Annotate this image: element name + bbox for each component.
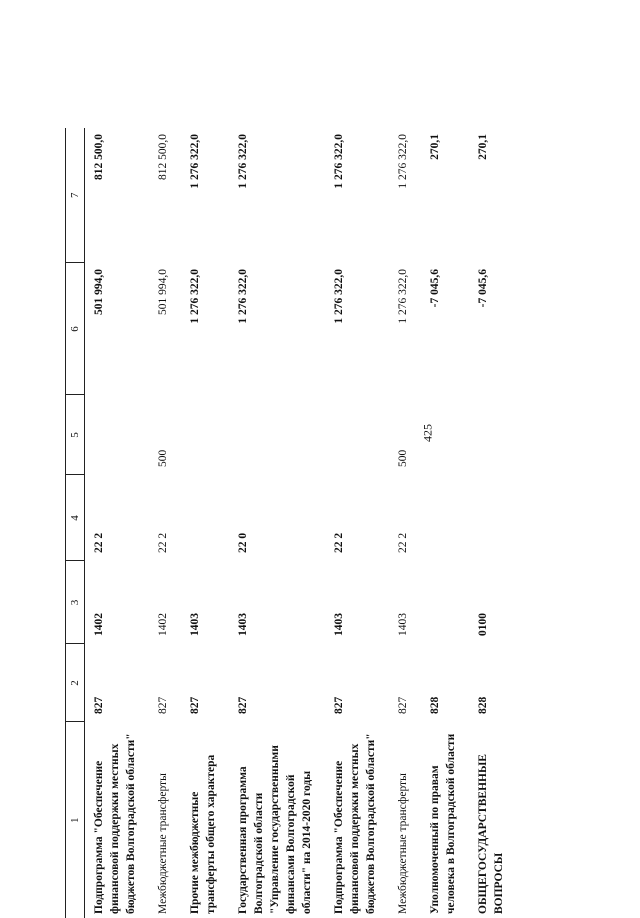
row-code-2: 827: [237, 696, 249, 714]
row-code-5: [181, 395, 229, 475]
row-code-2: 827: [189, 696, 201, 714]
row-value-7: 1 276 322,0: [237, 134, 249, 189]
row-value-7: 270,1: [429, 134, 441, 160]
row-code-3: 1402: [93, 613, 105, 636]
row-code-5: [85, 395, 150, 475]
row-code-3: 1403: [397, 613, 409, 636]
row-code-5: [421, 395, 469, 475]
row-value-7: 1 276 322,0: [397, 134, 409, 189]
row-code-5: [229, 395, 325, 475]
row-name: ОБЩЕГОСУДАРСТВЕННЫЕ ВОПРОСЫ: [477, 754, 505, 914]
table-row: [149, 128, 181, 918]
row-code-2: 828: [477, 696, 489, 714]
row-value-6: 1 276 322,0: [237, 269, 249, 324]
row-name: Прочие межбюджетные трансферты общего характера: [189, 754, 217, 914]
row-code-3: 0100: [477, 613, 489, 636]
row-code-4: [469, 475, 517, 561]
header-col-4: 4: [66, 475, 85, 561]
row-code-4: 22 2: [333, 532, 345, 553]
header-col-1: 1: [69, 817, 81, 823]
row-name: Подпрограмма "Обеспечение финансовой поддержки местных бюджетов Волгоградской области": [333, 733, 377, 914]
row-code-3: 1403: [237, 613, 249, 636]
table-row: [469, 128, 517, 918]
row-code-3: 1403: [189, 613, 201, 636]
header-col-3: 3: [66, 561, 85, 644]
table-row: [181, 128, 229, 918]
table-header-row: [66, 128, 85, 918]
row-code-4: 22 2: [93, 532, 105, 553]
row-code-4: 22 2: [397, 532, 409, 553]
row-code-5: 500: [397, 449, 409, 467]
header-col-6: 6: [66, 263, 85, 395]
row-code-3: [421, 561, 469, 644]
rotated-budget-table: [65, 128, 505, 918]
row-name: Межбюджетные трансферты: [397, 773, 409, 914]
row-name: Уполномоченный по правам человека в Волгоградской области: [429, 733, 457, 914]
row-value-6: 1 276 322,0: [397, 269, 409, 324]
row-code-5: [469, 395, 517, 475]
budget-table: [65, 128, 517, 918]
row-code-5: 500: [157, 449, 169, 467]
header-col-5: 5: [66, 395, 85, 475]
row-value-6: -7 045,6: [429, 269, 441, 308]
page-number: 425: [420, 424, 435, 442]
table-row: [85, 128, 150, 918]
table-row: [229, 128, 325, 918]
row-value-6: -7 045,6: [477, 269, 489, 308]
row-code-2: 827: [157, 696, 169, 714]
row-code-2: 827: [333, 696, 345, 714]
row-value-6: 501 994,0: [93, 269, 105, 315]
row-code-3: 1402: [157, 613, 169, 636]
row-value-7: 1 276 322,0: [333, 134, 345, 189]
row-code-2: 827: [93, 696, 105, 714]
row-value-6: 1 276 322,0: [333, 269, 345, 324]
table-row: [421, 128, 469, 918]
row-code-4: [181, 475, 229, 561]
row-code-3: 1403: [333, 613, 345, 636]
row-code-2: 828: [429, 696, 441, 714]
row-code-4: [421, 475, 469, 561]
table-row: [389, 128, 421, 918]
row-name: Подпрограмма "Обеспечение финансовой поддержки местных бюджетов Волгоградской области": [93, 733, 137, 914]
row-code-5: [325, 395, 389, 475]
row-value-7: 270,1: [477, 134, 489, 160]
row-value-7: 1 276 322,0: [189, 134, 201, 189]
row-code-2: 827: [397, 696, 409, 714]
row-name: Межбюджетные трансферты: [157, 773, 169, 914]
row-value-6: 1 276 322,0: [189, 269, 201, 324]
row-code-4: 22 2: [157, 532, 169, 553]
row-value-7: 812 500,0: [157, 134, 169, 180]
header-col-2: 2: [66, 644, 85, 722]
row-value-6: 501 994,0: [157, 269, 169, 315]
row-code-4: 22 0: [237, 532, 249, 553]
table-row: [325, 128, 389, 918]
row-name: Государственная программа Волгоградской области "Управление государственными финансами Волгоградской области" на 2014-2020 годы: [237, 745, 313, 914]
row-value-7: 812 500,0: [93, 134, 105, 180]
header-col-7: 7: [66, 128, 85, 263]
